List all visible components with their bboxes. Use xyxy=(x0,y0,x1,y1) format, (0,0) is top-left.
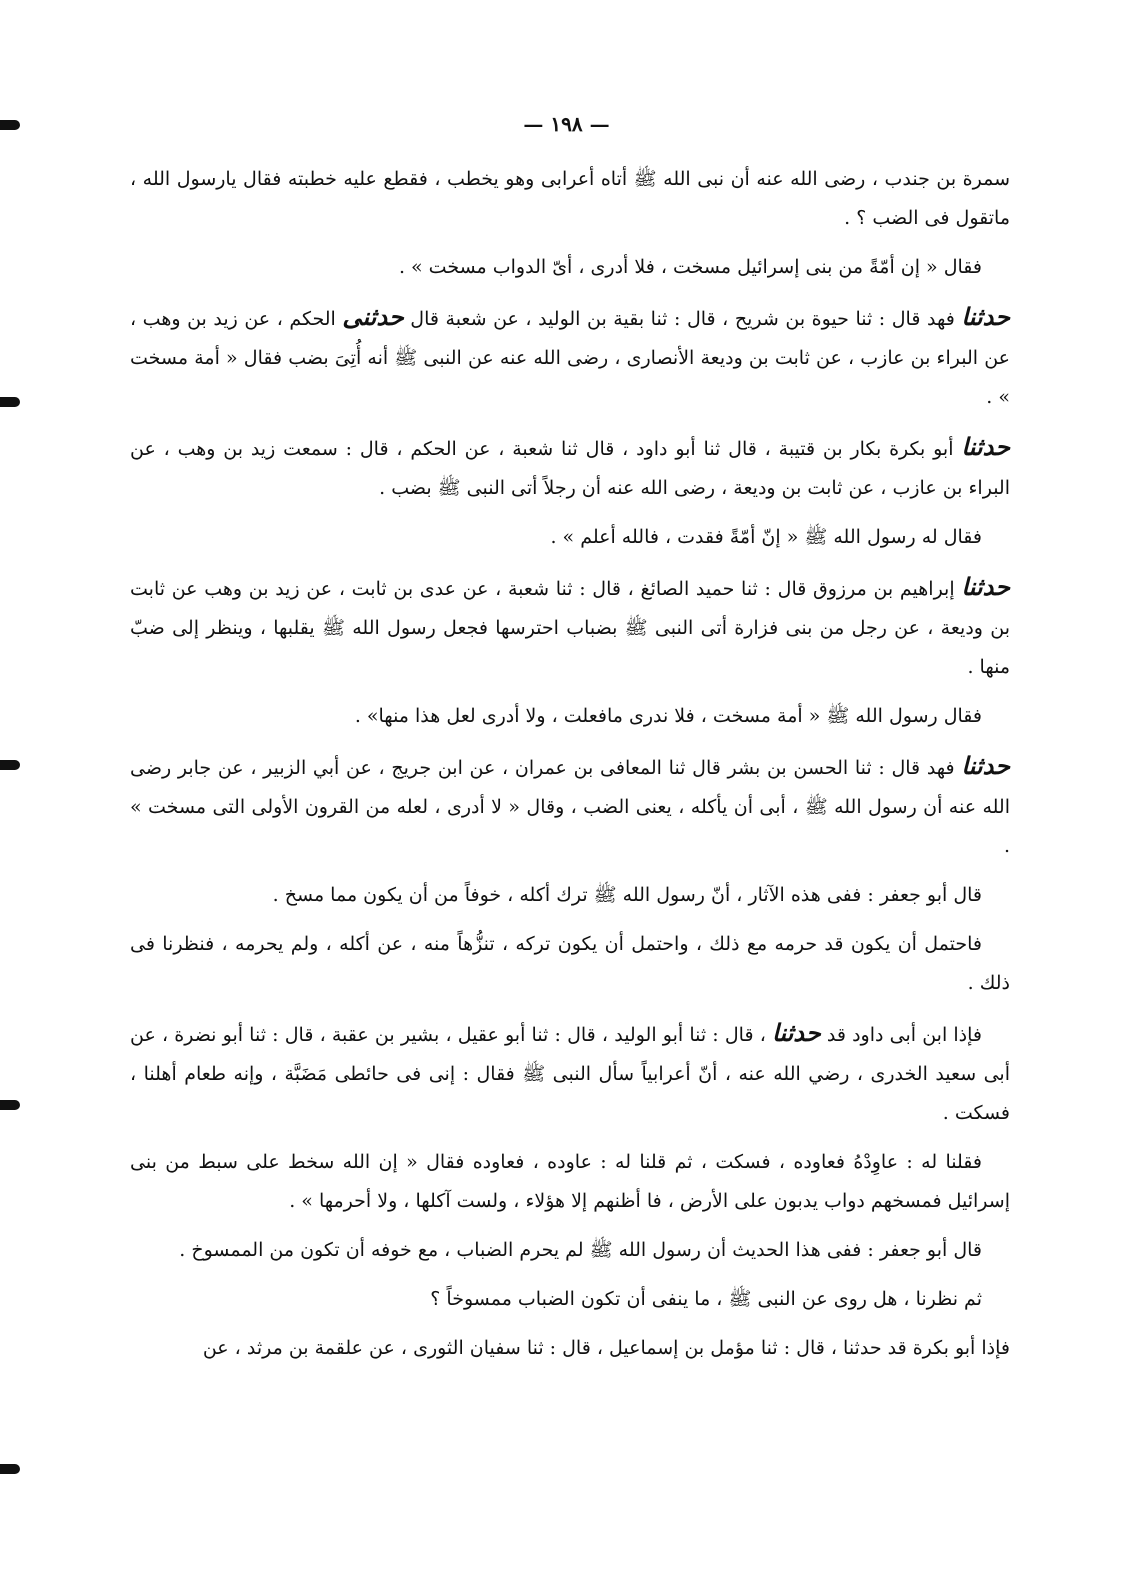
paragraph xyxy=(130,248,1010,287)
scan-edge-mark xyxy=(0,1100,20,1110)
page-number: — ١٩٨ — xyxy=(523,112,610,136)
paragraph-text: الحكم ، عن زيد بن وهب ، عن البراء بن عازب ، عن ثابت بن وديعة الأنصارى ، رضى الله عنه عن النبى ﷺ أنه أُتِىَ بضب فقال « أمة مسخت » . xyxy=(130,308,1010,408)
paragraph xyxy=(130,1280,1010,1319)
paragraph-text: فهد قال : ثنا حيوة بن شريح ، قال : ثنا بقية بن الوليد ، عن شعبة قال xyxy=(403,308,962,330)
hadith-keyword: حدثنى xyxy=(342,302,404,331)
paragraph xyxy=(130,1231,1010,1270)
paragraph xyxy=(130,1013,1010,1133)
scan-edge-mark xyxy=(0,1464,20,1474)
scan-edge-mark xyxy=(0,120,20,130)
paragraph-text: فاحتمل أن يكون قد حرمه مع ذلك ، واحتمل أن يكون تركه ، تنزُّهاً منه ، عن أكله ، ولم يحرمه ، فنظرنا فى ذلك . xyxy=(130,933,1010,994)
hadith-keyword: حدثنا xyxy=(961,302,1010,331)
paragraph xyxy=(130,925,1010,1003)
paragraph-text: فقال له رسول الله ﷺ « إنّ أمّةً فقدت ، فالله أعلم » . xyxy=(550,526,982,548)
paragraph-text: قال أبو جعفر : ففى هذه الآثار ، أنّ رسول الله ﷺ ترك أكله ، خوفاً من أن يكون مما مسخ . xyxy=(272,884,982,906)
paragraph-text: فإذا ابن أبى داود قد xyxy=(820,1024,982,1046)
paragraph xyxy=(130,746,1010,866)
paragraph-text: ثم نظرنا ، هل روى عن النبى ﷺ ، ما ينفى أن تكون الضباب ممسوخاً ؟ xyxy=(430,1288,982,1310)
paragraph xyxy=(130,567,1010,687)
paragraph xyxy=(130,427,1010,508)
paragraph xyxy=(130,160,1010,238)
paragraph-text: إبراهيم بن مرزوق قال : ثنا حميد الصائغ ، قال : ثنا شعبة ، عن عدى بن ثابت ، عن زيد بن وهب عن ثابت بن وديعة ، عن رجل من بنى فزارة أتى النبى ﷺ بضباب احترسها فجعل رسول الله ﷺ يقلبها ، وينظر إلى ضبّ منها . xyxy=(130,578,1010,678)
paragraph-text: سمرة بن جندب ، رضى الله عنه أن نبى الله ﷺ أتاه أعرابى وهو يخطب ، فقطع عليه خطبته فقال يارسول الله ، ماتقول فى الضب ؟ . xyxy=(130,168,1010,229)
paragraph-text: فقلنا له : عاوِدْهُ فعاوده ، فسكت ، ثم قلنا له : عاوده ، فعاوده فقال « إن الله سخط على سبط من بنى إسرائيل فمسخهم دواب يدبون على الأرض ، فا أظنهم إلا هؤلاء ، ولست آكلها ، ولا أحرمها » . xyxy=(130,1151,1010,1212)
paragraph xyxy=(130,297,1010,417)
paragraph xyxy=(130,518,1010,557)
hadith-keyword: حدثنا xyxy=(961,432,1010,461)
scan-edge-mark xyxy=(0,760,20,770)
paragraph-text: فقال رسول الله ﷺ « أمة مسخت ، فلا ندرى مافعلت ، ولا أدرى لعل هذا منها» . xyxy=(354,705,982,727)
paragraph-text: قال أبو جعفر : ففى هذا الحديث أن رسول الله ﷺ لم يحرم الضباب ، مع خوفه أن تكون من الممسوخ . xyxy=(179,1239,982,1261)
hadith-keyword: حدثنا xyxy=(961,572,1010,601)
body-text xyxy=(130,160,1010,1378)
paragraph xyxy=(130,1143,1010,1221)
paragraph xyxy=(130,876,1010,915)
paragraph-text: فهد قال : ثنا الحسن بن بشر قال ثنا المعافى بن عمران ، عن ابن جريج ، عن أبي الزبير ، عن جابر رضى الله عنه أن رسول الله ﷺ ، أبى أن يأكله ، يعنى الضب ، وقال « لا أدرى ، لعله من القرون الأولى التى مسخت » . xyxy=(130,757,1010,857)
scan-edge-mark xyxy=(0,397,20,407)
paragraph xyxy=(130,1329,1010,1368)
paragraph-text: فإذا أبو بكرة قد حدثنا ، قال : ثنا مؤمل بن إسماعيل ، قال : ثنا سفيان الثورى ، عن علقمة بن مرثد ، عن xyxy=(202,1337,1010,1359)
hadith-keyword: حدثنا xyxy=(772,1018,821,1047)
paragraph-text: ، قال : ثنا أبو الوليد ، قال : ثنا أبو عقيل ، بشير بن عقبة ، قال : ثنا أبو نضرة ، عن أبى سعيد الخدرى ، رضي الله عنه ، أنّ أعرابياً سأل النبى ﷺ فقال : إنى فى حائطى مَضَبَّة ، وإنه طعام أهلنا ، فسكت . xyxy=(130,1024,1010,1124)
paragraph xyxy=(130,697,1010,736)
paragraph-text: أبو بكرة بكار بن قتيبة ، قال ثنا أبو داود ، قال ثنا شعبة ، عن الحكم ، قال : سمعت زيد بن وهب ، عن البراء بن عازب ، عن ثابت بن وديعة ، رضى الله عنه أن رجلاً أتى النبى ﷺ بضب . xyxy=(130,438,1010,499)
paragraph-text: فقال « إن أمّةً من بنى إسرائيل مسخت ، فلا أدرى ، أىّ الدواب مسخت » . xyxy=(398,256,982,278)
hadith-keyword: حدثنا xyxy=(961,751,1010,780)
